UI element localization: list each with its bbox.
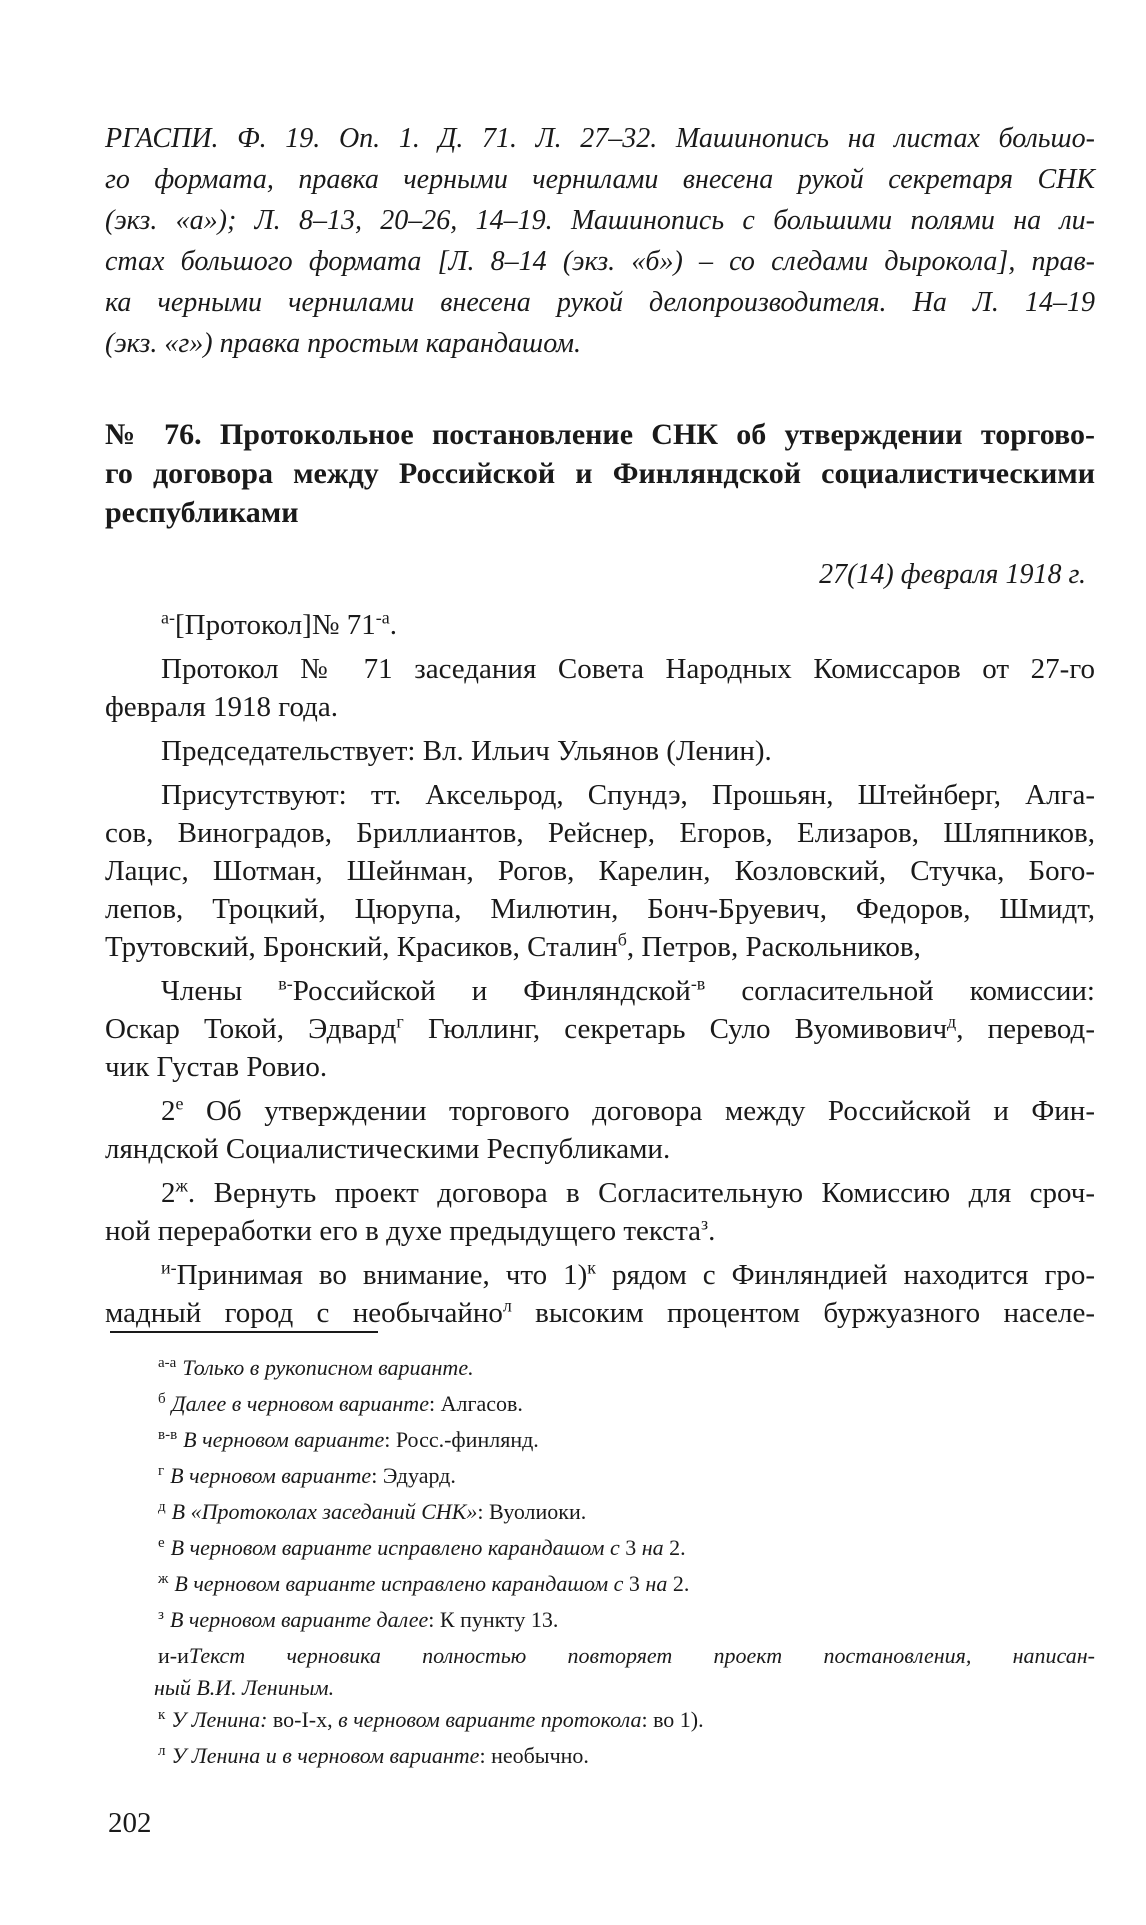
footnote-ref: и- [161, 1257, 177, 1278]
footnote-text: : Росс.-финлянд. [384, 1427, 539, 1452]
footnote-text: В «Протоколах заседаний СНК» [171, 1499, 478, 1524]
footnote-ref: -в [690, 973, 706, 994]
footnote-b [158, 1386, 1095, 1422]
footnote-text: на [645, 1571, 668, 1596]
source-note-line: (экз. «а»); Л. 8–13, 20–26, 14–19. Машинопись с большими полями на ли- [105, 205, 1095, 236]
protocol-number-line [105, 606, 1095, 644]
text: Трутовский, Бронский, Красиков, Сталин [105, 931, 618, 963]
footnote-mark: к [158, 1706, 166, 1723]
agenda-item-line [105, 1092, 1095, 1130]
footnotes [154, 1350, 1095, 1774]
text: высоким процентом буржуазного населе- [511, 1297, 1095, 1329]
footnote-a [158, 1350, 1095, 1386]
footnote-mark: а-а [158, 1354, 177, 1371]
text: Принимая во внимание, что 1) [176, 1259, 588, 1291]
footnote-text: во-I-х, [267, 1707, 339, 1732]
footnote-zh [158, 1566, 1095, 1602]
footnote-line [158, 1638, 1095, 1674]
heading-line: го договора между Российской и Финляндской социалистическими [105, 457, 1095, 490]
footnote-text: У Ленина и в черновом варианте [171, 1743, 480, 1768]
text: , Петров, Раскольников, [626, 931, 921, 963]
footnote-mark: и-и [158, 1643, 189, 1668]
footnote-ref: д [947, 1011, 957, 1032]
footnote-e [158, 1530, 1095, 1566]
footnote-ref: л [502, 1295, 512, 1316]
footnote-text: : во 1). [641, 1707, 704, 1732]
text: согласительной комиссии: [705, 975, 1095, 1007]
footnote-text: : Вуолиоки. [477, 1499, 587, 1524]
protocol-body [105, 606, 1095, 1332]
source-note-line: РГАСПИ. Ф. 19. Оп. 1. Д. 71. Л. 27–32. Машинопись на листах большо- [105, 123, 1095, 154]
text: , перевод- [956, 1013, 1095, 1045]
footnote-text: Только в рукописном варианте. [182, 1355, 474, 1380]
resolution-line [105, 1174, 1095, 1212]
footnote-text: 2. [663, 1535, 686, 1560]
source-note-line: ка черными чернилами внесена рукой делопроизводителя. На Л. 14–19 [105, 287, 1095, 318]
item-number: 2 [161, 1095, 176, 1127]
attendees-line: лепов, Троцкий, Цюрупа, Милютин, Бонч-Бруевич, Федоров, Шмидт, [105, 893, 1095, 925]
paragraph-line: Протокол № 71 заседания Совета Народных Комиссаров от 27-го [161, 653, 1095, 685]
footnote-text: В черновом варианте [170, 1463, 372, 1488]
footnote-mark: з [158, 1606, 164, 1623]
source-note-line: го формата, правка черными чернилами внесена рукой секретаря СНК [105, 164, 1095, 195]
page-number: 202 [108, 1807, 152, 1839]
footnote-v [158, 1422, 1095, 1458]
footnote-i [154, 1638, 1095, 1702]
chair-line: Председательствует: Вл. Ильич Ульянов (Ленин). [161, 735, 772, 767]
footnote-text: в черновом варианте протокола [338, 1707, 642, 1732]
punctuation: . [389, 609, 397, 641]
footnote-text: ный В.И. Лениным. [154, 1675, 335, 1700]
footnote-ref: б [617, 929, 627, 950]
footnote-text: 3 [623, 1571, 646, 1596]
attendees-line [105, 928, 1095, 966]
source-note-line: стах большого формата [Л. 8–14 (экз. «б») – со следами дырокола], прав- [105, 246, 1095, 277]
footnote-l [158, 1738, 1095, 1774]
footnote-text: : Эдуард. [371, 1463, 456, 1488]
footnote-mark: ж [158, 1570, 169, 1587]
footnote-text: В черновом варианте исправлено карандашом с [174, 1571, 624, 1596]
commission-line: чик Густав Ровио. [105, 1051, 328, 1083]
text: Гюллинг, секретарь Суло Вуомивович [403, 1013, 948, 1045]
archival-source-note [105, 118, 1095, 364]
footnote-text: В черновом варианте исправлено карандашом с [170, 1535, 620, 1560]
attendees-line: сов, Виноградов, Бриллиантов, Рейснер, Егоров, Елизаров, Шляпников, [105, 817, 1095, 849]
footnote-ref: ж [175, 1175, 188, 1196]
text: Об утверждении торгового договора между Российской и Фин- [183, 1095, 1095, 1127]
footnote-text: У Ленина: [171, 1707, 268, 1732]
commission-line [105, 1010, 1095, 1048]
footnote-ref: в- [278, 973, 293, 994]
footnote-ref: з [701, 1213, 709, 1234]
footnote-mark: г [158, 1462, 165, 1479]
footnote-ref: а- [161, 607, 175, 628]
heading-line: республиками [105, 496, 299, 529]
footnote-text: 2. [667, 1571, 690, 1596]
text: . [708, 1215, 716, 1247]
agenda-item-line: ляндской Социалистическими Республиками. [105, 1133, 671, 1165]
footnote-ref: -а [375, 607, 390, 628]
document-heading [105, 415, 1095, 532]
footnote-text: В черновом варианте [183, 1427, 385, 1452]
footnote-mark: е [158, 1534, 165, 1551]
resolution-text-line [105, 1256, 1095, 1294]
footnote-text: 3 [619, 1535, 642, 1560]
footnote-text: Далее в черновом варианте [171, 1391, 429, 1416]
footnote-text: : необычно. [479, 1743, 589, 1768]
footnote-k [158, 1702, 1095, 1738]
footnote-divider [110, 1331, 378, 1333]
heading-line: № 76. Протокольное постановление СНК об утверждении торгово- [105, 418, 1095, 451]
text: . Вернуть проект договора в Согласительную Комиссию для сроч- [187, 1177, 1095, 1209]
footnote-ref: к [587, 1257, 596, 1278]
footnote-text: : Алгасов. [428, 1391, 523, 1416]
text: Оскар Токой, Эдвард [105, 1013, 397, 1045]
footnote-text: Текст черновика полностью повторяет проект постановления, написан- [188, 1643, 1095, 1668]
footnote-mark: д [158, 1498, 166, 1515]
protocol-number: [Протокол]№ 71 [174, 609, 376, 641]
footnote-text: на [641, 1535, 664, 1560]
footnote-ref: е [175, 1093, 184, 1114]
paragraph-line: февраля 1918 года. [105, 691, 339, 723]
footnote-mark: в-в [158, 1426, 178, 1443]
footnote-ref: г [396, 1011, 404, 1032]
text: рядом с Финляндией находится гро- [595, 1259, 1095, 1291]
source-note-line: (экз. «г») правка простым карандашом. [105, 328, 581, 359]
footnote-g [158, 1458, 1095, 1494]
footnote-text: В черновом варианте далее [169, 1607, 429, 1632]
text: мадный город с необычайно [105, 1297, 503, 1329]
document-date: 27(14) февраля 1918 г. [819, 559, 1086, 590]
text: Российской и Финляндской [292, 975, 691, 1007]
footnote-z [158, 1602, 1095, 1638]
resolution-line [105, 1212, 1095, 1250]
text: Члены [161, 975, 279, 1007]
footnote-mark: б [158, 1390, 166, 1407]
footnote-mark: л [158, 1742, 166, 1759]
text: ной переработки его в духе предыдущего текста [105, 1215, 702, 1247]
attendees-line: Присутствуют: тт. Аксельрод, Спундэ, Прошьян, Штейнберг, Алга- [161, 779, 1095, 811]
item-number: 2 [161, 1177, 176, 1209]
resolution-text-line [105, 1294, 1095, 1332]
commission-line [105, 972, 1095, 1010]
attendees-line: Лацис, Шотман, Шейнман, Рогов, Карелин, Козловский, Стучка, Бого- [105, 855, 1095, 887]
footnote-d [158, 1494, 1095, 1530]
footnote-text: : К пункту 13. [428, 1607, 559, 1632]
